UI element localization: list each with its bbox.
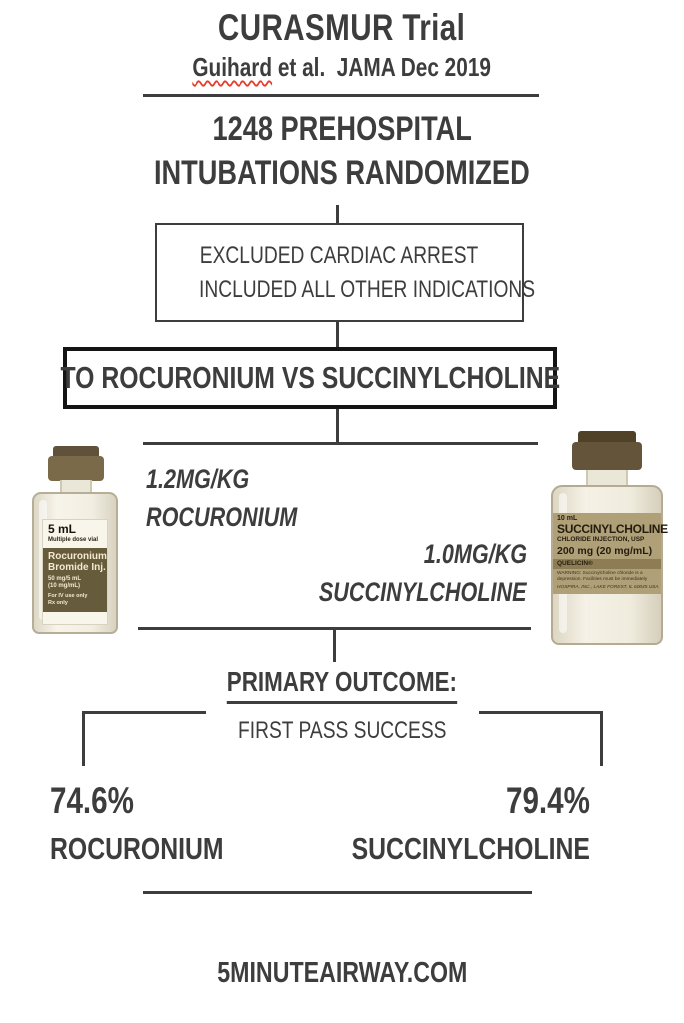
- citation-text: [193, 52, 492, 83]
- vial-strength: 200 mg (20 mg/mL): [557, 545, 653, 557]
- page-title-text: CURASMUR Trial: [218, 7, 466, 48]
- citation-rest: et al. JAMA Dec 2019: [272, 52, 492, 82]
- succinylcholine-drug: SUCCINYLCHOLINE: [319, 577, 527, 607]
- vial-glass-body: [32, 492, 118, 634]
- vial-volume: 5 mL: [48, 522, 77, 536]
- flow-connector-2: [336, 322, 339, 347]
- vial-warning-1: WARNING: Succinylcholine chloride is a: [557, 571, 643, 576]
- randomization-box: [60, 347, 560, 409]
- vial-use-1: For IV use only: [48, 593, 88, 599]
- vial-label-band: [553, 513, 668, 594]
- vial-glass-body: [551, 485, 668, 645]
- vial-subname: CHLORIDE INJECTION, USP: [557, 536, 645, 543]
- flow-connector-4: [333, 627, 336, 662]
- vial-name-1: Rocuronium: [48, 551, 107, 562]
- succinylcholine-result-value: 79.4%: [506, 780, 590, 821]
- exclusion-line-2: INCLUDED ALL OTHER INDICATIONS: [199, 275, 536, 303]
- outcome-measure: FIRST PASS SUCCESS: [237, 717, 447, 744]
- succinylcholine-vial-image: [549, 431, 673, 651]
- rocuronium-result-drug: ROCURONIUM: [50, 831, 224, 866]
- vial-cap: [48, 456, 104, 481]
- branch-line: [143, 442, 538, 445]
- vial-strength-2: (10 mg/mL): [48, 583, 81, 589]
- exclusion-line-1: EXCLUDED CARDIAC ARREST: [200, 241, 479, 269]
- enrollment-headline: [0, 107, 684, 195]
- author-name-misspell-underline: Guihard: [192, 52, 273, 82]
- vial-name: SUCCINYLCHOLINE: [557, 522, 668, 536]
- vial-use-2: Rx only: [48, 599, 68, 606]
- enrollment-line-2: INTUBATIONS RANDOMIZED: [154, 154, 530, 192]
- vial-neck: [586, 470, 628, 486]
- succinylcholine-dose-label: [267, 535, 527, 611]
- enrollment-line-1: 1248 PREHOSPITAL: [212, 110, 472, 148]
- randomization-label: TO ROCURONIUM VS SUCCINYLCHOLINE: [60, 360, 560, 395]
- succinylcholine-result-drug: SUCCINYLCHOLINE: [351, 831, 590, 866]
- rocuronium-result-value: 74.6%: [50, 780, 134, 821]
- flow-connector-3: [336, 409, 339, 442]
- vial-manufacturer: HOSPIRA, INC., LAKE FOREST, IL 60045 USA: [557, 585, 659, 590]
- vial-warning-2: depression. Facilities must be immediately: [557, 577, 648, 582]
- succinylcholine-result: [292, 781, 590, 867]
- vial-name-2: Bromide Inj.: [48, 562, 106, 573]
- footer-website: 5MINUTEAIRWAY.COM: [216, 957, 468, 989]
- rocuronium-dose-label: [146, 460, 335, 536]
- succinylcholine-dose: 1.0MG/KG: [423, 539, 527, 569]
- page-title: [0, 7, 684, 49]
- vial-drug-name-panel: [43, 548, 107, 612]
- right-bracket-vertical: [600, 711, 603, 766]
- rocuronium-drug: ROCURONIUM: [146, 502, 298, 532]
- rocuronium-dose: 1.2MG/KG: [146, 464, 250, 494]
- vial-brand: QUELICIN®: [553, 559, 661, 569]
- top-divider-line: [143, 94, 539, 97]
- citation: [0, 52, 684, 83]
- vial-label: [43, 520, 107, 624]
- flow-connector-1: [336, 205, 339, 223]
- vial-volume: 10 mL: [557, 515, 578, 522]
- bottom-divider-line: [143, 891, 532, 894]
- rocuronium-result: [50, 781, 267, 867]
- vial-cap: [572, 442, 642, 470]
- right-bracket-horizontal: [479, 711, 603, 714]
- rocuronium-vial-image: [31, 446, 121, 636]
- vial-type: Multiple dose vial: [48, 537, 99, 543]
- exclusion-criteria-box: [155, 223, 536, 322]
- left-bracket-horizontal: [82, 711, 206, 714]
- left-bracket-vertical: [82, 711, 85, 766]
- vial-strength-1: 50 mg/5 mL: [48, 576, 82, 582]
- primary-outcome-heading: PRIMARY OUTCOME:: [0, 666, 684, 704]
